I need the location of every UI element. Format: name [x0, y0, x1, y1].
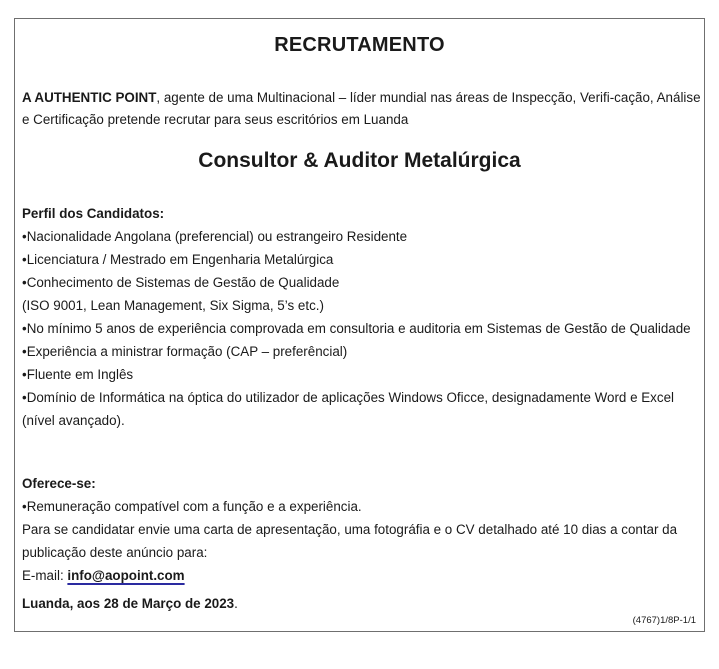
date-period: .: [234, 596, 238, 611]
profile-item: •Experiência a ministrar formação (CAP – preferêncial): [22, 344, 348, 359]
profile-item: •No mínimo 5 anos de experiência comprovada em consultoria e auditoria em Sistemas de Gestão de Qualidade: [22, 321, 691, 336]
profile-item: •Domínio de Informática na óptica do utilizador de aplicações Windows Oficce, designadamente Word e Excel (nível avançado).: [22, 390, 674, 428]
intro-paragraph: [22, 87, 704, 131]
offer-heading: Oferece-se:: [22, 476, 96, 491]
date-line: [22, 596, 238, 611]
profile-item: •Conhecimento de Sistemas de Gestão de Qualidade: [22, 275, 340, 290]
profile-item: •Nacionalidade Angolana (preferencial) ou estrangeiro Residente: [22, 229, 408, 244]
profile-heading: Perfil dos Candidatos:: [22, 206, 165, 221]
candidate-profile: [22, 202, 704, 432]
ad-frame: [14, 18, 705, 632]
profile-item: (ISO 9001, Lean Management, Six Sigma, 5’s etc.): [22, 298, 324, 313]
reference-code: (4767)1/8P-1/1: [632, 615, 696, 626]
page-title: RECRUTAMENTO: [274, 34, 445, 56]
offer-section: [22, 472, 704, 587]
job-title: Consultor & Auditor Metalúrgica: [198, 149, 521, 172]
offer-item: •Remuneração compatível com a função e a experiência.: [22, 499, 362, 514]
email-label: E-mail:: [22, 568, 68, 583]
email-link[interactable]: info@aopoint.com: [67, 568, 185, 583]
profile-item: •Licenciatura / Mestrado em Engenharia Metalúrgica: [22, 252, 334, 267]
company-name: A AUTHENTIC POINT: [22, 90, 157, 105]
email-line: [22, 564, 704, 587]
profile-item: •Fluente em Inglês: [22, 367, 134, 382]
intro-text: , agente de uma Multinacional – líder mundial nas áreas de Inspecção, Verifi-cação, Análise e Certificação pretende recrutar para seus escritórios em Luanda: [22, 90, 701, 127]
date-text: Luanda, aos 28 de Março de 2023: [22, 596, 235, 611]
apply-instructions: Para se candidatar envie uma carta de apresentação, uma fotográfia e o CV detalhado até 10 dias a contar da publicação deste anúncio para:: [22, 522, 678, 560]
